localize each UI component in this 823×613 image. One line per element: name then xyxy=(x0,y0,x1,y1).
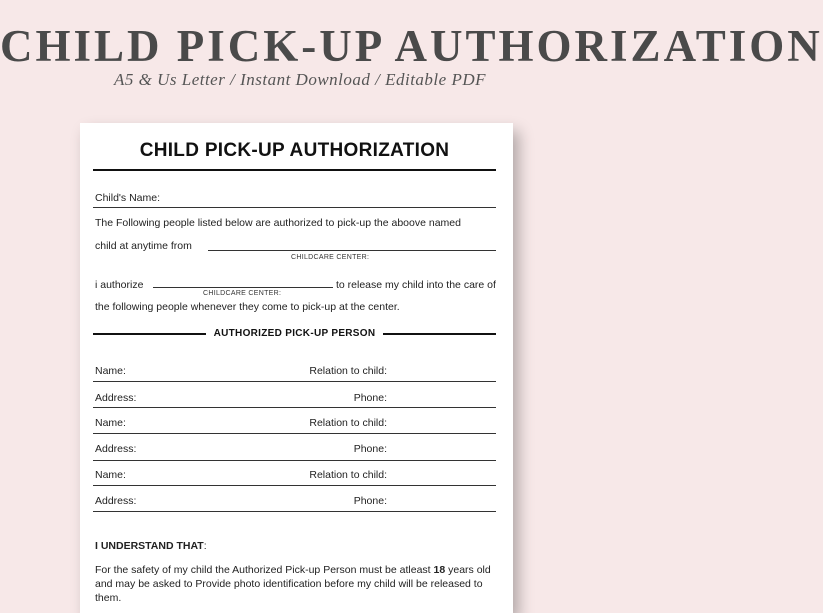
person-2-address-line[interactable] xyxy=(93,460,496,461)
person-1-relation-label: Relation to child: xyxy=(309,365,387,377)
person-3-phone-label: Phone: xyxy=(353,495,387,507)
person-2-name-line[interactable] xyxy=(93,433,496,434)
childcare-center-line-1[interactable] xyxy=(208,250,496,251)
person-3-name-line[interactable] xyxy=(93,485,496,486)
section-divider-right xyxy=(383,333,496,335)
banner-subtitle: A5 & Us Letter / Instant Download / Editable PDF xyxy=(113,70,486,89)
person-1-address-line[interactable] xyxy=(93,407,496,408)
safety-text-pre: For the safety of my child the Authorized Pick-up Person must be atleast xyxy=(95,564,434,576)
section-heading xyxy=(93,328,496,339)
person-1-name-label: Name: xyxy=(95,365,126,377)
release-text: to release my child into the care of xyxy=(336,279,496,291)
person-1-name-line[interactable] xyxy=(93,381,496,382)
person-2-address-label: Address: xyxy=(95,443,137,455)
release-text-line2: the following people whenever they come to pick-up at the center. xyxy=(95,301,400,313)
intro-text-line2: child at anytime from xyxy=(95,240,192,252)
banner-title: CHILD PICK-UP AUTHORIZATION xyxy=(0,21,823,71)
person-1-phone-label: Phone: xyxy=(353,392,387,404)
person-3-relation-label: Relation to child: xyxy=(309,469,387,481)
understand-heading xyxy=(95,540,207,552)
section-divider-left xyxy=(93,333,206,335)
childs-name-label: Child's Name: xyxy=(95,192,161,204)
understand-heading-text: I UNDERSTAND THAT xyxy=(95,540,204,552)
person-3-address-line[interactable] xyxy=(93,511,496,512)
person-1-address-label: Address: xyxy=(95,392,137,404)
childcare-center-line-2[interactable] xyxy=(153,287,333,288)
understand-heading-colon: : xyxy=(203,540,207,552)
childcare-center-label-1: CHILDCARE CENTER: xyxy=(291,254,370,261)
safety-text-post: years old xyxy=(445,564,491,576)
section-heading-label: AUTHORIZED PICK-UP PERSON xyxy=(213,328,376,339)
form-sheet xyxy=(80,123,513,613)
person-2-relation-label: Relation to child: xyxy=(309,417,387,429)
person-3-name-label: Name: xyxy=(95,469,126,481)
i-authorize-text: i authorize xyxy=(95,279,144,291)
safety-text-line2: and may be asked to Provide photo identification before my child will be released to them. xyxy=(95,578,483,604)
person-2-phone-label: Phone: xyxy=(353,443,387,455)
safety-age: 18 xyxy=(433,564,446,576)
childcare-center-label-2: CHILDCARE CENTER: xyxy=(203,290,282,297)
person-2-name-label: Name: xyxy=(95,417,126,429)
childs-name-line[interactable] xyxy=(93,207,496,208)
form-title: CHILD PICK-UP AUTHORIZATION xyxy=(93,140,496,171)
intro-text: The Following people listed below are authorized to pick-up the aboove named xyxy=(95,217,461,229)
safety-paragraph xyxy=(95,563,505,605)
person-3-address-label: Address: xyxy=(95,495,137,507)
